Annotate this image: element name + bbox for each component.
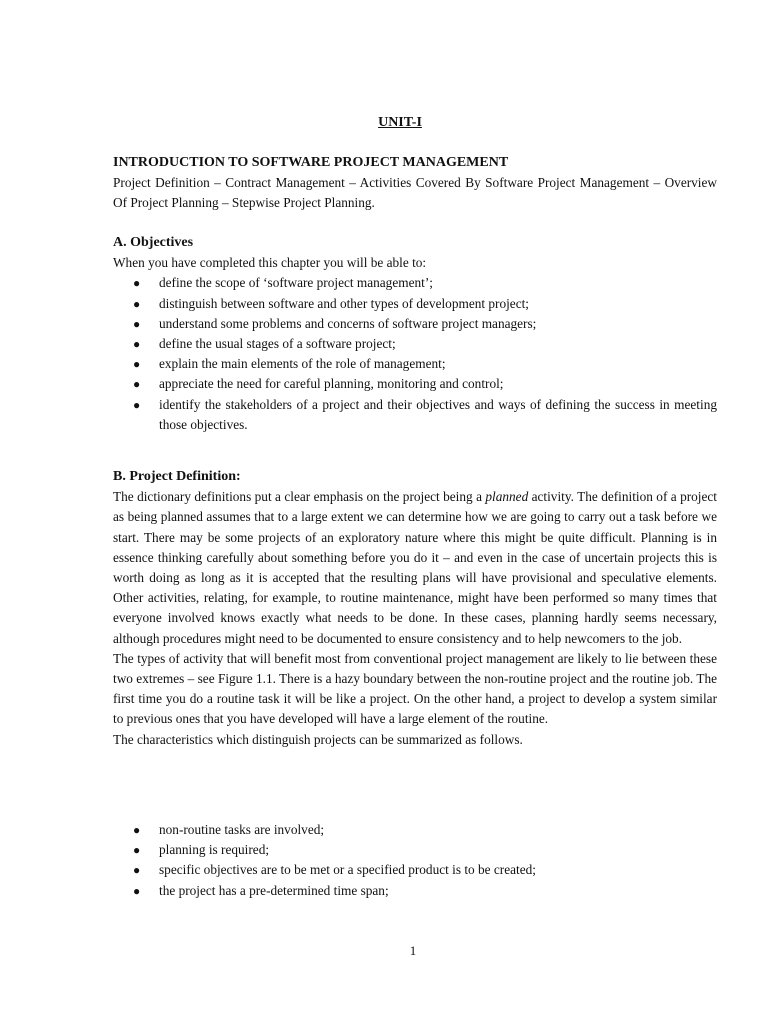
list-item-text: planning is required;: [159, 842, 270, 858]
list-item-text: explain the main elements of the role of management;: [159, 356, 446, 372]
characteristics-section: [113, 820, 717, 901]
bullet-icon: ●: [133, 863, 141, 878]
list-item: [113, 860, 539, 880]
list-item: [113, 374, 717, 394]
definition-section: [113, 467, 717, 750]
list-item: [113, 273, 717, 293]
list-item: [113, 334, 717, 354]
bullet-icon: ●: [133, 316, 141, 331]
list-item: [113, 840, 539, 860]
list-item-text: understand some problems and concerns of software project managers;: [159, 315, 537, 331]
list-item: [113, 354, 717, 374]
bullet-icon: ●: [133, 337, 141, 352]
bullet-icon: ●: [133, 823, 141, 837]
definition-paragraph-2: The types of activity that will benefit most from conventional project management are likely to lie between these two extremes – see Figure 1.1. There is a hazy boundary between the non-routine project and the routine job. The first time you do a routine task it will be like a project. On the other hand, a project to develop a system similar to previous ones that you have developed will have a large element of the routine.: [113, 650, 717, 727]
intro-topics: Project Definition – Contract Management – Activities Covered By Software Project Management – Overview Of Project Planning – Stepwise Project Planning.: [113, 175, 717, 211]
intro-section: [113, 153, 717, 214]
bullet-icon: ●: [133, 377, 141, 392]
page-number: 1: [409, 943, 417, 958]
list-item-text: appreciate the need for careful planning, monitoring and control;: [159, 376, 504, 392]
objectives-section: [113, 233, 717, 435]
characteristics-list: [113, 820, 717, 901]
objectives-lead: When you have completed this chapter you will be able to:: [113, 255, 427, 271]
list-item: [113, 314, 717, 334]
bullet-icon: ●: [133, 276, 141, 291]
paragraph-text: The dictionary definitions put a clear emphasis on the project being a: [113, 489, 486, 505]
list-item: [113, 395, 717, 435]
list-item-text: identify the stakeholders of a project and their objectives and ways of defining the success in meeting those objectives.: [159, 396, 717, 432]
bullet-icon: ●: [133, 296, 141, 311]
list-item-text: specific objectives are to be met or a specified product is to be created;: [159, 862, 536, 878]
objectives-heading: A. Objectives: [113, 235, 194, 250]
bullet-icon: ●: [133, 397, 141, 412]
objectives-list: [113, 273, 717, 435]
unit-title: UNIT-I: [378, 115, 422, 130]
list-item-text: define the usual stages of a software project;: [159, 336, 396, 352]
bullet-icon: ●: [133, 357, 141, 372]
list-item: [113, 820, 539, 840]
list-item-text: the project has a pre-determined time span;: [159, 882, 389, 898]
definition-heading: B. Project Definition:: [113, 469, 241, 484]
list-item: [113, 881, 539, 901]
emphasis-text: planned: [485, 489, 529, 505]
intro-heading: INTRODUCTION TO SOFTWARE PROJECT MANAGEMENT: [113, 155, 509, 170]
definition-paragraph-3: The characteristics which distinguish projects can be summarized as follows.: [113, 731, 523, 747]
bullet-icon: ●: [133, 843, 141, 858]
list-item-text: distinguish between software and other types of development project;: [159, 295, 529, 311]
list-item: [113, 294, 717, 314]
bullet-icon: ●: [133, 883, 141, 898]
paragraph-text: activity. The definition of a project as being planned assumes that to a large extent we can determine how we are going to carry out a task before we start. There may be some projects of an exploratory nature where this might be quite difficult. Planning is in essence thinking carefully about something before you do it – and even in the case of uncertain projects this is worth doing as long as it is accepted that the resulting plans will have provisional and speculative elements. Other activities, relating, for example, to routine maintenance, might have been performed so many times that everyone involved knows exactly what needs to be done. In these cases, planning hardly seems necessary, although procedures might need to be documented to ensure consistency and to help newcomers to the job.: [113, 489, 717, 646]
list-item-text: non-routine tasks are involved;: [159, 822, 325, 837]
definition-paragraph-1: [113, 487, 717, 649]
list-item-text: define the scope of ‘software project management’;: [159, 275, 433, 291]
